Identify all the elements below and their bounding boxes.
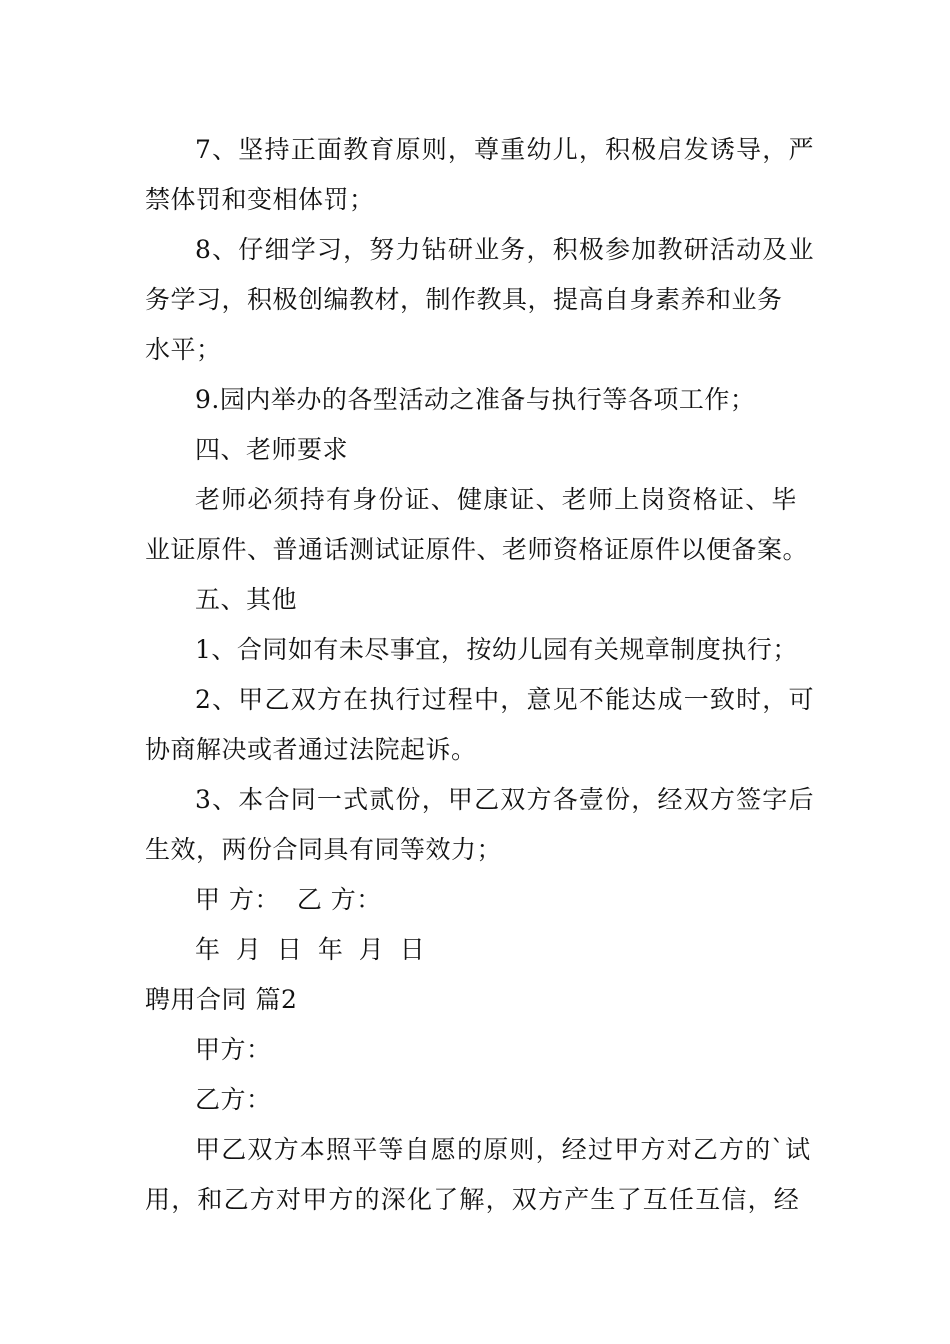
party-a-label: 甲方： — [195, 1035, 272, 1064]
signature-dates: 年 月 日 年 月 日 — [195, 935, 429, 964]
other-clause-2-line-1: 2、甲乙双方在执行过程中，意见不能达成一致时，可 — [195, 685, 815, 714]
contract-title-part-2: 聘用合同 篇2 — [145, 985, 298, 1014]
intro-paragraph-line-2: 用，和乙方对甲方的深化了解，双方产生了互任互信，经 — [145, 1185, 801, 1214]
teacher-requirements-line-2: 业证原件、普通话测试证原件、老师资格证原件以便备案。 — [145, 535, 809, 564]
other-clause-1: 1、合同如有未尽事宜，按幼儿园有关规章制度执行； — [195, 635, 798, 664]
party-b-label: 乙方： — [195, 1085, 272, 1114]
section-5-heading: 五、其他 — [195, 585, 298, 614]
section-4-heading: 四、老师要求 — [195, 435, 349, 464]
intro-paragraph-line-1: 甲乙双方本照平等自愿的原则，经过甲方对乙方的`试 — [195, 1135, 812, 1164]
clause-8-line-3: 水平； — [145, 335, 222, 364]
signature-parties: 甲 方： 乙 方： — [195, 885, 382, 914]
clause-8-line-1: 8、仔细学习，努力钻研业务，积极参加教研活动及业 — [195, 235, 815, 264]
other-clause-2-line-2: 协商解决或者通过法院起诉。 — [145, 735, 477, 764]
clause-7-line-1: 7、坚持正面教育原则，尊重幼儿，积极启发诱导，严 — [195, 135, 815, 164]
clause-9: 9.园内举办的各型活动之准备与执行等各项工作； — [195, 385, 756, 414]
other-clause-3-line-1: 3、本合同一式贰份，甲乙双方各壹份，经双方签字后 — [195, 785, 815, 814]
teacher-requirements-line-1: 老师必须持有身份证、健康证、老师上岗资格证、毕 — [195, 485, 798, 514]
clause-7-line-2: 禁体罚和变相体罚； — [145, 185, 375, 214]
clause-8-line-2: 务学习，积极创编教材，制作教具，提高自身素养和业务 — [145, 285, 783, 314]
other-clause-3-line-2: 生效，两份合同具有同等效力； — [145, 835, 503, 864]
